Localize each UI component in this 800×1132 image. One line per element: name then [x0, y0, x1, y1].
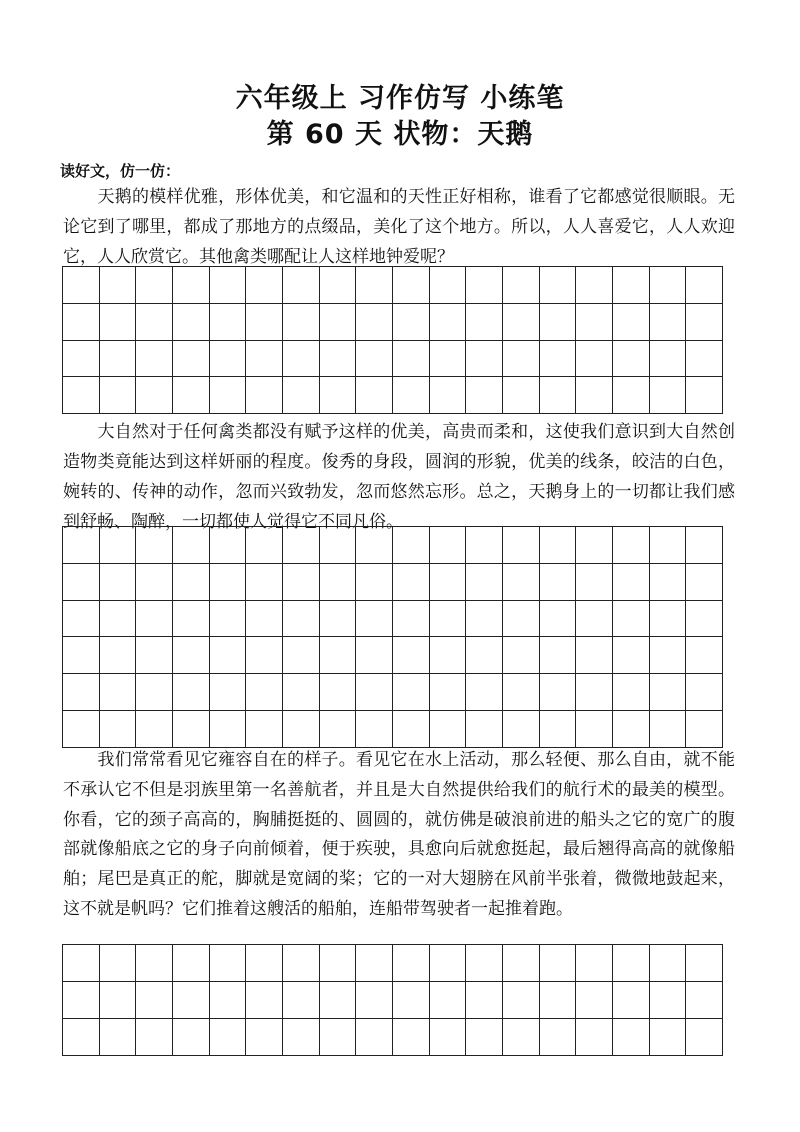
grid-cell[interactable] [540, 267, 577, 304]
grid-cell[interactable] [283, 527, 320, 564]
grid-cell[interactable] [246, 1019, 283, 1056]
grid-cell[interactable] [246, 564, 283, 601]
writing-grid-2[interactable] [62, 526, 723, 748]
grid-cell[interactable] [136, 341, 173, 378]
grid-cell[interactable] [173, 601, 210, 638]
grid-cell[interactable] [210, 601, 247, 638]
grid-cell[interactable] [613, 527, 650, 564]
grid-cell[interactable] [63, 341, 100, 378]
grid-cell[interactable] [393, 564, 430, 601]
grid-cell[interactable] [210, 711, 247, 748]
grid-cell[interactable] [136, 601, 173, 638]
grid-cell[interactable] [100, 527, 137, 564]
grid-cell[interactable] [613, 341, 650, 378]
grid-cell[interactable] [503, 377, 540, 414]
grid-cell[interactable] [650, 674, 687, 711]
grid-cell[interactable] [136, 564, 173, 601]
grid-cell[interactable] [540, 711, 577, 748]
grid-cell[interactable] [136, 527, 173, 564]
grid-cell[interactable] [246, 637, 283, 674]
grid-cell[interactable] [320, 564, 357, 601]
grid-cell[interactable] [100, 341, 137, 378]
grid-cell[interactable] [136, 711, 173, 748]
grid-cell[interactable] [173, 304, 210, 341]
grid-cell[interactable] [356, 982, 393, 1019]
paragraph-3: 我们常常看见它雍容自在的样子。看见它在水上活动，那么轻便、那么自由，就不能不承认它不但是羽族里第一名善航者，并且是大自然提供给我们的航行术的最美的模型。你看，它的颈子高高的，胸脯挺挺的、圆圆的，就仿佛是破浪前进的船头之它的宽广的腹部就像船底之它的身子向前倾着，便于疾驶，具愈向后就愈挺起，最后翘得高高的就像船舶；尾巴是真正的舵，脚就是宽阔的桨；它的一对大翅膀在风前半张着，微微地鼓起来，这不就是帆吗？它们推着这艘活的船舶，连船带驾驶者一起推着跑。 [63, 750, 735, 919]
grid-cell[interactable] [283, 637, 320, 674]
grid-cell[interactable] [576, 377, 613, 414]
page-title: 六年级上 习作仿写 小练笔 [235, 83, 565, 114]
grid-cell[interactable] [503, 304, 540, 341]
grid-cell[interactable] [503, 1019, 540, 1056]
grid-cell[interactable] [320, 601, 357, 638]
grid-cell[interactable] [246, 674, 283, 711]
grid-cell[interactable] [576, 267, 613, 304]
grid-cell[interactable] [576, 304, 613, 341]
grid-cell[interactable] [466, 267, 503, 304]
grid-cell[interactable] [613, 377, 650, 414]
grid-cell[interactable] [356, 564, 393, 601]
grid-cell[interactable] [540, 304, 577, 341]
grid-cell[interactable] [320, 527, 357, 564]
grid-cell[interactable] [686, 982, 723, 1019]
grid-cell[interactable] [430, 304, 467, 341]
grid-cell[interactable] [540, 601, 577, 638]
grid-cell[interactable] [393, 377, 430, 414]
grid-cell[interactable] [100, 637, 137, 674]
grid-cell[interactable] [540, 564, 577, 601]
grid-cell[interactable] [430, 982, 467, 1019]
grid-cell[interactable] [466, 304, 503, 341]
grid-cell[interactable] [650, 601, 687, 638]
grid-cell[interactable] [503, 564, 540, 601]
grid-cell[interactable] [430, 564, 467, 601]
grid-cell[interactable] [356, 637, 393, 674]
grid-cell[interactable] [173, 637, 210, 674]
grid-cell[interactable] [320, 637, 357, 674]
grid-cell[interactable] [430, 377, 467, 414]
grid-cell[interactable] [210, 637, 247, 674]
grid-cell[interactable] [283, 377, 320, 414]
grid-cell[interactable] [503, 341, 540, 378]
grid-cell[interactable] [540, 674, 577, 711]
grid-cell[interactable] [686, 341, 723, 378]
grid-cell[interactable] [210, 1019, 247, 1056]
grid-cell[interactable] [613, 982, 650, 1019]
grid-cell[interactable] [100, 564, 137, 601]
grid-cell[interactable] [246, 601, 283, 638]
grid-cell[interactable] [613, 637, 650, 674]
grid-cell[interactable] [320, 1019, 357, 1056]
grid-cell[interactable] [173, 341, 210, 378]
grid-cell[interactable] [503, 267, 540, 304]
grid-cell[interactable] [576, 982, 613, 1019]
grid-cell[interactable] [650, 982, 687, 1019]
grid-cell[interactable] [650, 1019, 687, 1056]
grid-cell[interactable] [466, 674, 503, 711]
grid-cell[interactable] [650, 637, 687, 674]
grid-cell[interactable] [210, 267, 247, 304]
grid-cell[interactable] [686, 637, 723, 674]
grid-cell[interactable] [430, 341, 467, 378]
grid-cell[interactable] [283, 982, 320, 1019]
grid-cell[interactable] [466, 527, 503, 564]
grid-cell[interactable] [686, 674, 723, 711]
grid-cell[interactable] [686, 1019, 723, 1056]
grid-cell[interactable] [466, 377, 503, 414]
grid-cell[interactable] [393, 527, 430, 564]
grid-cell[interactable] [650, 945, 687, 982]
grid-cell[interactable] [540, 982, 577, 1019]
grid-cell[interactable] [540, 377, 577, 414]
grid-cell[interactable] [576, 674, 613, 711]
grid-cell[interactable] [210, 564, 247, 601]
grid-cell[interactable] [63, 377, 100, 414]
grid-cell[interactable] [283, 711, 320, 748]
grid-cell[interactable] [136, 304, 173, 341]
grid-cell[interactable] [393, 601, 430, 638]
page-subtitle: 第 60 天 状物：天鹅 [266, 119, 534, 150]
grid-cell[interactable] [283, 341, 320, 378]
grid-cell[interactable] [283, 945, 320, 982]
grid-cell[interactable] [63, 982, 100, 1019]
grid-cell[interactable] [136, 945, 173, 982]
grid-cell[interactable] [650, 527, 687, 564]
grid-cell[interactable] [173, 711, 210, 748]
grid-cell[interactable] [246, 377, 283, 414]
grid-cell[interactable] [650, 267, 687, 304]
grid-cell[interactable] [210, 341, 247, 378]
grid-cell[interactable] [430, 1019, 467, 1056]
grid-cell[interactable] [686, 601, 723, 638]
grid-cell[interactable] [356, 527, 393, 564]
grid-cell[interactable] [503, 711, 540, 748]
grid-cell[interactable] [63, 304, 100, 341]
grid-cell[interactable] [650, 341, 687, 378]
grid-cell[interactable] [613, 304, 650, 341]
grid-cell[interactable] [356, 674, 393, 711]
grid-cell[interactable] [686, 527, 723, 564]
grid-cell[interactable] [430, 711, 467, 748]
grid-cell[interactable] [466, 711, 503, 748]
grid-cell[interactable] [540, 527, 577, 564]
grid-cell[interactable] [173, 527, 210, 564]
grid-cell[interactable] [210, 982, 247, 1019]
grid-cell[interactable] [686, 267, 723, 304]
grid-cell[interactable] [466, 982, 503, 1019]
grid-cell[interactable] [63, 945, 100, 982]
grid-cell[interactable] [100, 945, 137, 982]
grid-cell[interactable] [613, 945, 650, 982]
grid-cell[interactable] [100, 674, 137, 711]
grid-cell[interactable] [686, 945, 723, 982]
grid-cell[interactable] [136, 377, 173, 414]
paragraph-2: 大自然对于任何禽类都没有赋予这样的优美，高贵而柔和，这使我们意识到大自然创造物类竟能达到这样妍丽的程度。俊秀的身段，圆润的形貌，优美的线条，皎洁的白色，婉转的、传神的动作，忽而兴致勃发，忽而悠然忘形。总之，天鹅身上的一切都让我们感到舒畅、陶醉，一切都使人觉得它不同凡俗。 [63, 422, 735, 532]
grid-cell[interactable] [466, 601, 503, 638]
grid-cell[interactable] [686, 564, 723, 601]
grid-cell[interactable] [576, 564, 613, 601]
grid-cell[interactable] [173, 945, 210, 982]
grid-cell[interactable] [503, 637, 540, 674]
grid-cell[interactable] [650, 564, 687, 601]
grid-cell[interactable] [466, 341, 503, 378]
grid-cell[interactable] [393, 945, 430, 982]
grid-cell[interactable] [63, 674, 100, 711]
grid-cell[interactable] [613, 1019, 650, 1056]
grid-cell[interactable] [283, 674, 320, 711]
grid-cell[interactable] [283, 267, 320, 304]
grid-cell[interactable] [246, 341, 283, 378]
grid-cell[interactable] [356, 1019, 393, 1056]
grid-cell[interactable] [356, 711, 393, 748]
grid-cell[interactable] [503, 601, 540, 638]
grid-cell[interactable] [100, 304, 137, 341]
grid-cell[interactable] [246, 527, 283, 564]
grid-cell[interactable] [63, 564, 100, 601]
grid-cell[interactable] [320, 711, 357, 748]
grid-cell[interactable] [540, 341, 577, 378]
grid-cell[interactable] [320, 377, 357, 414]
grid-cell[interactable] [393, 1019, 430, 1056]
grid-cell[interactable] [393, 637, 430, 674]
grid-cell[interactable] [466, 564, 503, 601]
grid-cell[interactable] [320, 674, 357, 711]
grid-cell[interactable] [466, 637, 503, 674]
grid-cell[interactable] [136, 1019, 173, 1056]
grid-cell[interactable] [686, 377, 723, 414]
grid-cell[interactable] [246, 982, 283, 1019]
grid-cell[interactable] [246, 267, 283, 304]
grid-cell[interactable] [246, 945, 283, 982]
grid-cell[interactable] [173, 1019, 210, 1056]
grid-cell[interactable] [393, 304, 430, 341]
grid-cell[interactable] [283, 601, 320, 638]
paragraph-1: 天鹅的模样优雅，形体优美，和它温和的天性正好相称，谁看了它都感觉很顺眼。无论它到了哪里，都成了那地方的点缀品，美化了这个地方。所以，人人喜爱它，人人欢迎它，人人欣赏它。其他禽类哪配让人这样地钟爱呢？ [63, 187, 735, 267]
grid-cell[interactable] [430, 601, 467, 638]
grid-cell[interactable] [576, 601, 613, 638]
grid-cell[interactable] [613, 711, 650, 748]
grid-cell[interactable] [430, 267, 467, 304]
grid-cell[interactable] [100, 377, 137, 414]
grid-cell[interactable] [173, 982, 210, 1019]
grid-cell[interactable] [576, 527, 613, 564]
grid-cell[interactable] [356, 945, 393, 982]
grid-cell[interactable] [503, 674, 540, 711]
grid-cell[interactable] [503, 527, 540, 564]
grid-cell[interactable] [503, 945, 540, 982]
grid-cell[interactable] [210, 304, 247, 341]
grid-cell[interactable] [100, 1019, 137, 1056]
grid-cell[interactable] [430, 637, 467, 674]
grid-cell[interactable] [100, 711, 137, 748]
grid-cell[interactable] [430, 674, 467, 711]
grid-cell[interactable] [173, 377, 210, 414]
grid-cell[interactable] [283, 1019, 320, 1056]
grid-cell[interactable] [540, 945, 577, 982]
grid-cell[interactable] [576, 341, 613, 378]
grid-cell[interactable] [320, 304, 357, 341]
grid-cell[interactable] [63, 637, 100, 674]
grid-cell[interactable] [320, 267, 357, 304]
grid-cell[interactable] [650, 304, 687, 341]
grid-cell[interactable] [393, 711, 430, 748]
grid-cell[interactable] [356, 341, 393, 378]
grid-cell[interactable] [576, 637, 613, 674]
grid-cell[interactable] [576, 711, 613, 748]
grid-cell[interactable] [63, 711, 100, 748]
grid-cell[interactable] [356, 304, 393, 341]
writing-grid-3[interactable] [62, 944, 723, 1056]
grid-cell[interactable] [393, 674, 430, 711]
grid-cell[interactable] [320, 945, 357, 982]
intro-label: 读好文，仿一仿： [60, 162, 181, 180]
grid-cell[interactable] [613, 674, 650, 711]
grid-cell[interactable] [63, 601, 100, 638]
grid-cell[interactable] [173, 674, 210, 711]
grid-cell[interactable] [173, 267, 210, 304]
writing-grid-1[interactable] [62, 266, 723, 414]
grid-cell[interactable] [393, 982, 430, 1019]
grid-cell[interactable] [356, 377, 393, 414]
grid-cell[interactable] [356, 601, 393, 638]
grid-cell[interactable] [320, 341, 357, 378]
grid-cell[interactable] [686, 304, 723, 341]
grid-cell[interactable] [613, 601, 650, 638]
grid-cell[interactable] [283, 564, 320, 601]
grid-cell[interactable] [173, 564, 210, 601]
grid-cell[interactable] [210, 527, 247, 564]
grid-cell[interactable] [540, 637, 577, 674]
grid-cell[interactable] [650, 711, 687, 748]
grid-cell[interactable] [686, 711, 723, 748]
grid-cell[interactable] [246, 711, 283, 748]
grid-cell[interactable] [100, 601, 137, 638]
grid-cell[interactable] [576, 1019, 613, 1056]
grid-cell[interactable] [283, 304, 320, 341]
grid-cell[interactable] [613, 267, 650, 304]
grid-cell[interactable] [356, 267, 393, 304]
grid-cell[interactable] [63, 527, 100, 564]
grid-cell[interactable] [430, 945, 467, 982]
grid-cell[interactable] [136, 267, 173, 304]
grid-cell[interactable] [136, 637, 173, 674]
grid-cell[interactable] [100, 982, 137, 1019]
grid-cell[interactable] [540, 1019, 577, 1056]
grid-cell[interactable] [100, 267, 137, 304]
grid-cell[interactable] [63, 267, 100, 304]
grid-cell[interactable] [503, 982, 540, 1019]
grid-cell[interactable] [576, 945, 613, 982]
grid-cell[interactable] [136, 982, 173, 1019]
grid-cell[interactable] [466, 945, 503, 982]
grid-cell[interactable] [650, 377, 687, 414]
grid-cell[interactable] [246, 304, 283, 341]
grid-cell[interactable] [320, 982, 357, 1019]
grid-cell[interactable] [393, 341, 430, 378]
grid-cell[interactable] [210, 377, 247, 414]
grid-cell[interactable] [63, 1019, 100, 1056]
grid-cell[interactable] [613, 564, 650, 601]
grid-cell[interactable] [466, 1019, 503, 1056]
grid-cell[interactable] [136, 674, 173, 711]
grid-cell[interactable] [210, 945, 247, 982]
grid-cell[interactable] [430, 527, 467, 564]
grid-cell[interactable] [210, 674, 247, 711]
grid-cell[interactable] [393, 267, 430, 304]
